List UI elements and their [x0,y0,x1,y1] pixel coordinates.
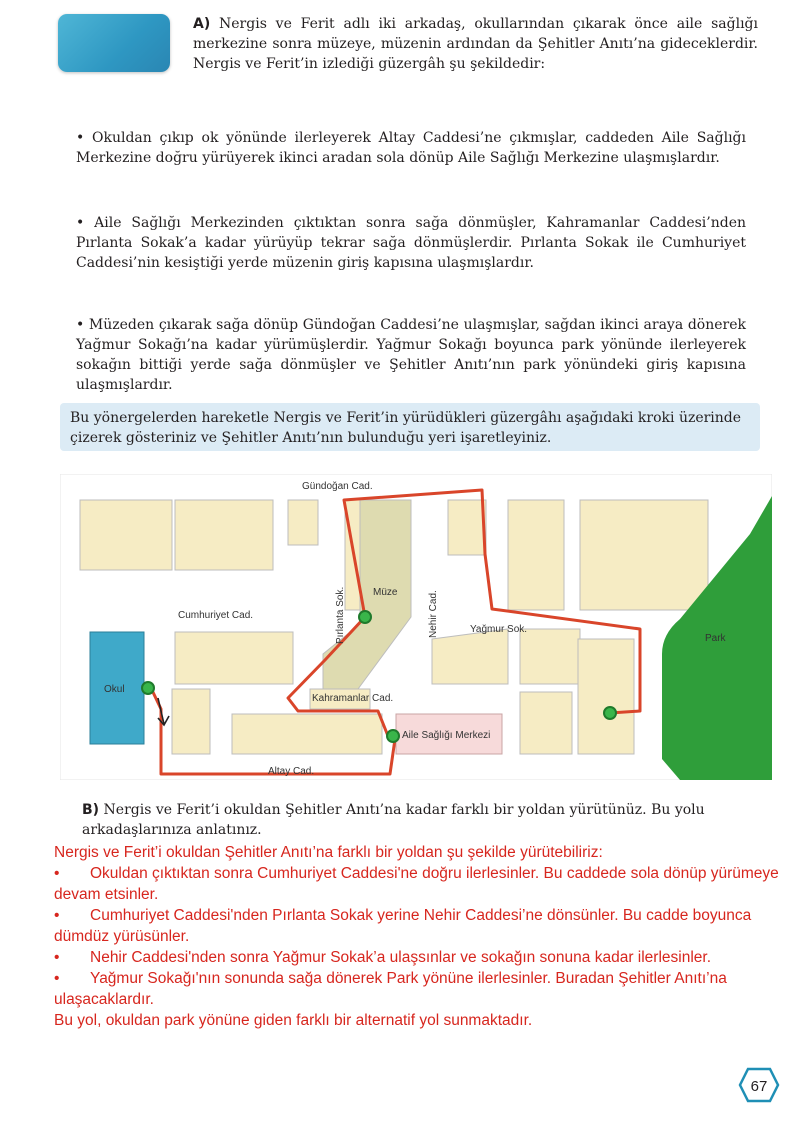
answer-item-4 [54,968,789,1010]
bullet-dot: • [54,907,60,924]
label-cumhuriyet: Cumhuriyet Cad. [178,610,254,621]
answer-block [54,842,789,1031]
part-b-letter: B) [82,802,100,818]
bullet-dot: • [54,949,60,966]
monument-marker [604,707,616,719]
label-muze: Müze [373,587,398,598]
museum-marker [359,611,371,623]
bullet-1: • Okuldan çıkıp ok yönünde ilerleyerek Altay Caddesi’ne çıkmışlar, caddeden Aile Sağlığı Merkezine doğru yürüyerek ikinci aradan sola dönüp Aile Sağlığı Merkezine ulaşmışlardır. [76,130,746,166]
block [80,500,172,570]
block [175,632,293,684]
intro-text: Nergis ve Ferit adlı iki arkadaş, okullarından çıkarak önce aile sağlığı merkezine sonra müzeye, müzenin ardından da Şehitler Anıtı’na gideceklerdir. Nergis ve Ferit’in izlediği güzergâh şu şekildedir: [193,16,758,72]
part-b-text: Nergis ve Ferit’i okuldan Şehitler Anıtı’na kadar farklı bir yoldan yürütünüz. Bu yolu arkadaşlarınıza anlatınız. [82,802,705,838]
block [432,629,508,684]
bullet-3: • Müzeden çıkarak sağa dönüp Gündoğan Caddesi’ne ulaşmışlar, sağdan ikinci araya dönerek Yağmur Sokağı’na kadar yürümüşlerdir. Yağmur Sokağı boyunca park yönünde ilerleyerek sokağın bittiği yerde sağa dönmüşler ve Şehitler Anıtı’nın park yönündeki giriş kapısına ulaşmışlardır. [76,317,746,393]
school-marker [142,682,154,694]
label-altay: Altay Cad. [268,766,315,777]
answer-item-1 [54,863,789,905]
block [448,500,486,555]
answer-intro: Nergis ve Ferit’i okuldan Şehitler Anıtı’na farklı bir yoldan şu şekilde yürütebiliriz: [54,844,603,861]
block [520,629,580,684]
answer-item-3 [54,947,789,968]
bullet-dot: • [54,865,60,882]
part-b-question [82,800,762,840]
block [578,639,634,754]
label-nehir: Nehir Cad. [428,590,439,638]
section-tab-decoration [58,14,170,72]
part-a-letter: A) [193,16,211,32]
block [172,689,210,754]
health-marker [387,730,399,742]
answer-conclusion: Bu yol, okuldan park yönüne giden farklı bir alternatif yol sunmaktadır. [54,1012,533,1029]
block [288,500,318,545]
label-aile: Aile Sağlığı Merkezi [402,730,491,741]
page-number: 67 [750,1078,768,1095]
block [520,692,572,754]
block [232,714,382,754]
label-okul: Okul [104,684,125,695]
intro-paragraph [193,14,758,74]
label-yagmur: Yağmur Sok. [470,624,528,635]
answer-item-2 [54,905,789,947]
page-number-badge [738,1067,780,1103]
label-park: Park [705,633,726,644]
task-box [60,403,760,451]
block [580,500,708,610]
task-text: Bu yönergelerden hareketle Nergis ve Ferit’in yürüdükleri güzergâhı aşağıdaki kroki üzerinde çizerek gösteriniz ve Şehitler Anıtı’nın bulunduğu yeri işaretleyiniz. [70,410,742,446]
label-gundogan: Gündoğan Cad. [302,481,373,492]
label-kahramanlar: Kahramanlar Cad. [312,693,394,704]
bullet-2: • Aile Sağlığı Merkezinden çıktıktan sonra sağa dönmüşler, Kahramanlar Caddesi’nden Pırlanta Sokak’a kadar yürüyüp tekrar sağa dönmüşlerdir. Pırlanta Sokak ile Cumhuriyet Caddesi’nin kesiştiği yerde müzenin giriş kapısına ulaşmışlardır. [76,215,746,271]
street-map [60,474,772,780]
answer-item-text: Cumhuriyet Caddesi'nden Pırlanta Sokak yerine Nehir Caddesi’ne dönsünler. Bu cadde boyunca dümdüz yürüsünler. [54,907,752,945]
block [508,500,564,610]
bullet-dot: • [54,970,60,987]
answer-item-text: Nehir Caddesi'nden sonra Yağmur Sokak’a ulaşsınlar ve sokağın sonuna kadar ilerlesinler. [90,949,712,966]
answer-item-text: Yağmur Sokağı'nın sonunda sağa dönerek Park yönüne ilerlesinler. Buradan Şehitler Anıtı’na ulaşacaklardır. [54,970,727,1008]
label-pirlanta: Pırlanta Sok. [335,586,346,644]
answer-item-text: Okuldan çıktıktan sonra Cumhuriyet Caddesi'ne doğru ilerlesinler. Bu caddede sola dönüp yürümeye devam etsinler. [54,865,779,903]
block [175,500,273,570]
